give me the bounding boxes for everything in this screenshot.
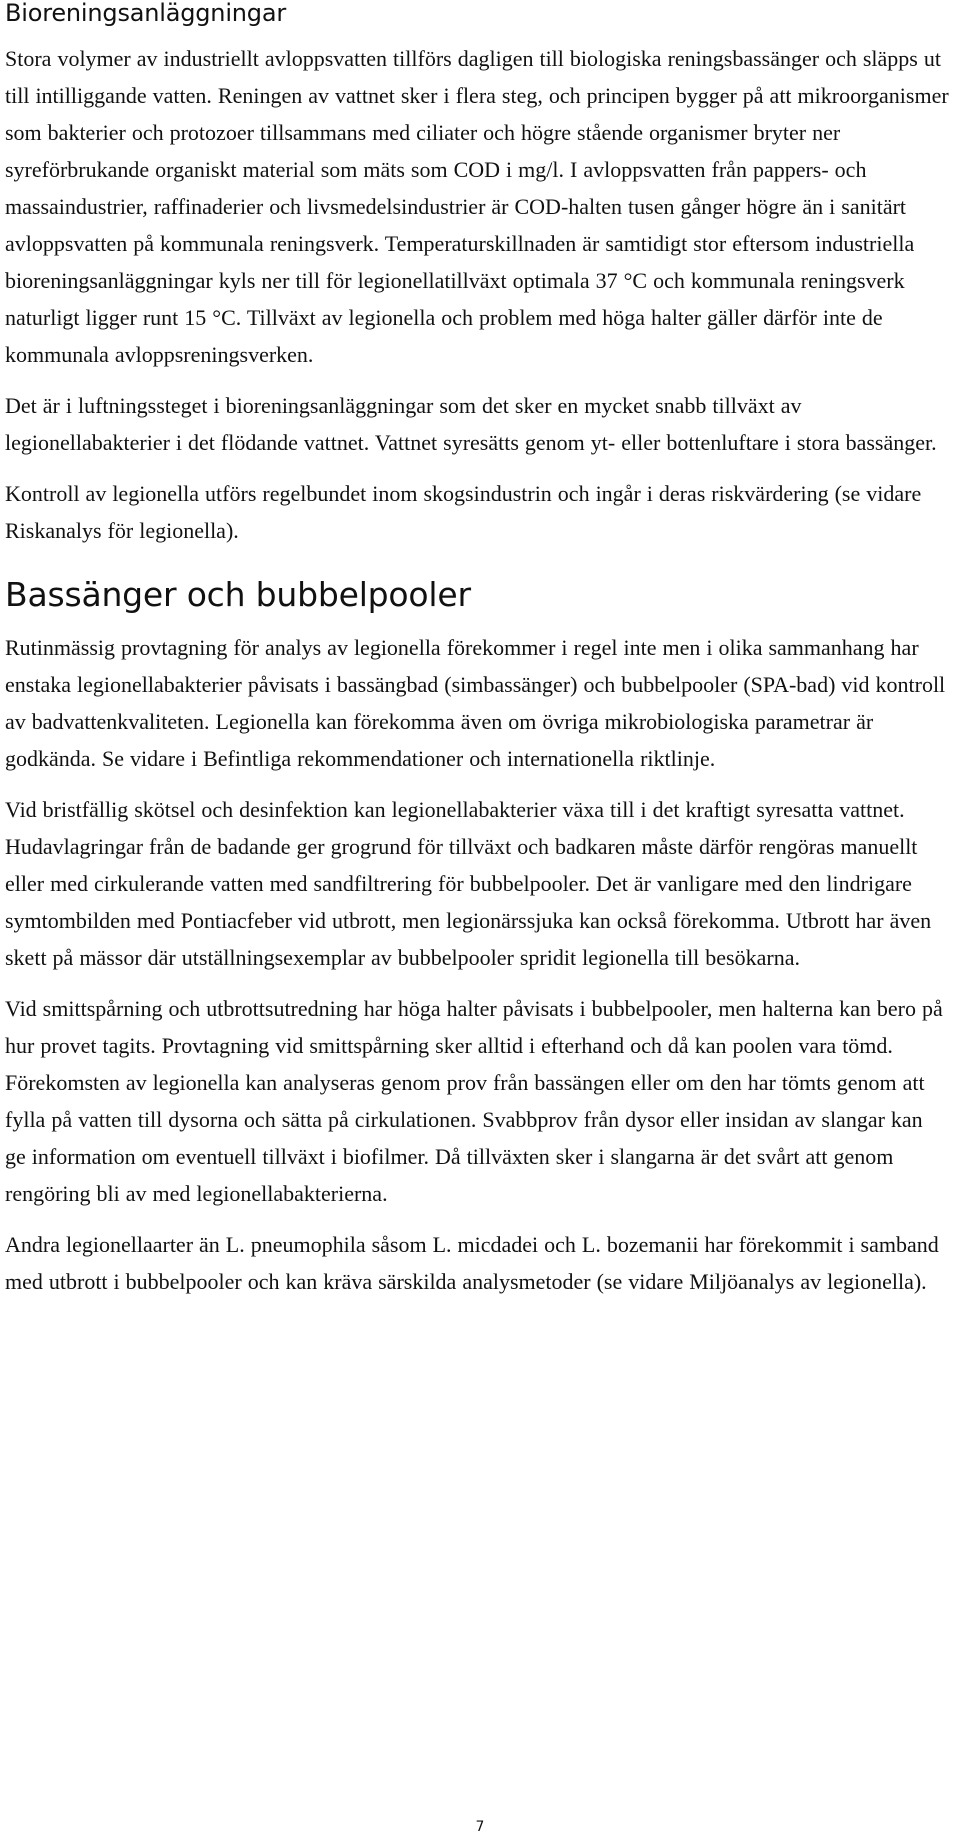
paragraph: Andra legionellaarter än L. pneumophila såsom L. micdadei och L. bozemanii har förekommit i samband med utbrott i bubbelpooler och kan kräva särskilda analysmetoder (se vidare Miljöanalys av legionella). — [5, 1232, 939, 1294]
paragraph: Vid bristfällig skötsel och desinfektion kan legionellabakterier växa till i det kraftigt syresatta vattnet. Hudavlagringar från de badande ger grogrund för tillväxt och badkaren måste därför rengöras manuellt eller med cirkulerande vatten med sandfiltrering för bubbelpooler. Det är vanligare med den lindrigare symtombilden med Pontiacfeber vid utbrott, men legionärssjuka kan också förekomma. Utbrott har även skett på mässor där utställningsexemplar av bubbelpooler spridit legionella till besökarna. — [5, 797, 932, 970]
paragraph: Kontroll av legionella utförs regelbundet inom skogsindustrin och ingår i deras riskvärdering (se vidare Riskanalys för legionella). — [5, 481, 922, 543]
paragraph: Rutinmässig provtagning för analys av legionella förekommer i regel inte men i olika sammanhang har enstaka legionellabakterier påvisats i bassängbad (simbassänger) och bubbelpooler (SPA-bad) vid kontroll av badvattenkvaliteten. Legionella kan förekomma även om övriga mikrobiologiska parametrar är godkända. Se vidare i Befintliga rekommendationer och internationella riktlinje. — [5, 635, 946, 771]
page-number: 7 — [475, 1819, 485, 1835]
document-body — [5, 0, 949, 1314]
paragraph: Stora volymer av industriellt avloppsvatten tillförs dagligen till biologiska reningsbassänger och släpps ut till intilliggande vatten. Reningen av vattnet sker i flera steg, och principen bygger på att mikroorganismer som bakterier och protozoer tillsammans med ciliater och högre stående organismer bryter ner syreförbrukande organiskt material som mäts som COD i mg/l. I avloppsvatten från pappers- och massaindustrier, raffinaderier och livsmedelsindustrier är COD-halten tusen gånger högre än i sanitärt avloppsvatten på kommunala reningsverk. Temperaturskillnaden är samtidigt stor eftersom industriella bioreningsanläggningar kyls ner till för legionellatillväxt optimala 37 °C och kommunala reningsverk naturligt ligger runt 15 °C. Tillväxt av legionella och problem med höga halter gäller därför inte de kommunala avloppsreningsverken. — [5, 46, 949, 367]
paragraph: Vid smittspårning och utbrottsutredning har höga halter påvisats i bubbelpooler, men halterna kan bero på hur provet tagits. Provtagning vid smittspårning sker alltid i efterhand och då kan poolen vara tömd. Förekomsten av legionella kan analyseras genom prov från bassängen eller om den har tömts genom att fylla på vatten till dysorna och sätta på cirkulationen. Svabbprov från dysor eller insidan av slangar kan ge information om eventuell tillväxt i biofilmer. Då tillväxten sker i slangarna är det svårt att genom rengöring bli av med legionellabakterierna. — [5, 996, 943, 1206]
paragraph: Det är i luftningssteget i bioreningsanläggningar som det sker en mycket snabb tillväxt av legionellabakterier i det flödande vattnet. Vattnet syresätts genom yt- eller bottenluftare i stora bassänger. — [5, 393, 937, 455]
section-heading-bassanger-och-bubbelpooler: Bassänger och bubbelpooler — [5, 575, 471, 614]
section-heading-bioreningsanlaggningar: Bioreningsanläggningar — [5, 0, 287, 27]
